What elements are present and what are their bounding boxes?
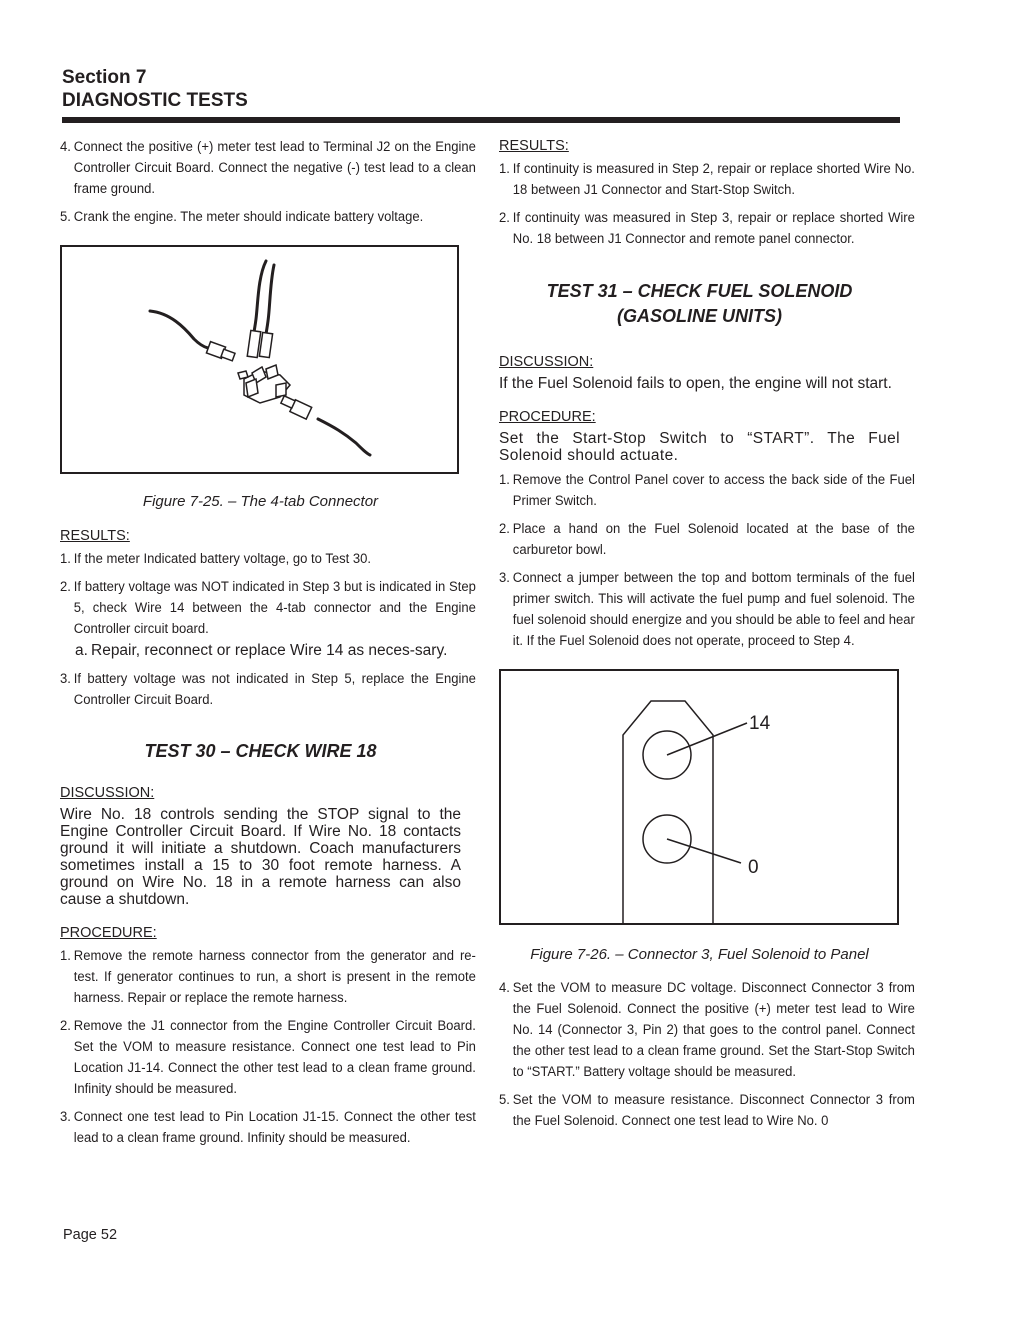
list-item: 1. Remove the remote harness connector from the generator and re-test. If generator continues to run, a short is present in the remote harness. Repair or replace the remote harness. <box>60 948 476 1006</box>
connector-body-outline <box>623 701 713 923</box>
discussion-label: DISCUSSION: <box>60 785 155 801</box>
right-column <box>499 137 915 1139</box>
figure-26-caption: Figure 7-26. – Connector 3, Fuel Solenoid to Panel <box>530 946 869 963</box>
list-item: 5. Set the VOM to measure resistance. Disconnect Connector 3 from the Fuel Solenoid. Connect one test lead to Wire No. 0 <box>499 1092 915 1129</box>
header-rule <box>62 117 900 123</box>
list-item: 1. If continuity is measured in Step 2, repair or replace shorted Wire No. 18 between J1 Connector and Start-Stop Switch. <box>499 161 915 198</box>
page-number: Page 52 <box>63 1227 118 1243</box>
discussion-label: DISCUSSION: <box>499 354 594 370</box>
discussion-text: Wire No. 18 controls sending the STOP signal to the Engine Controller Circuit Board. If Wire No. 18 contacts ground it will initiate a shutdown. Coach manufacturers sometimes install a 15 to 30 foot remote harness. A ground on Wire No. 18 in a remote harness can also cause a shutdown. <box>60 806 461 908</box>
sub-item: a. Repair, reconnect or replace Wire 14 as neces-sary. <box>75 642 448 659</box>
list-item: 2. If continuity was measured in Step 3, repair or replace shorted Wire No. 18 between J1 Connector and remote panel connector. <box>499 210 915 247</box>
results-label: RESULTS: <box>60 528 130 544</box>
list-item: 2. Place a hand on the Fuel Solenoid located at the base of the carburetor bowl. <box>499 521 915 558</box>
leader-line-0 <box>667 839 741 863</box>
list-item: 4. Set the VOM to measure DC voltage. Disconnect Connector 3 from the Fuel Solenoid. Connect the positive (+) meter test lead to Wire No. 14 (Connector 3, Pin 2) that goes to the control panel. Connect the other test lead to a clean frame ground. Set the Start-Stop Switch to “START.” Battery voltage should be measured. <box>499 980 915 1080</box>
test-31-heading-line1: TEST 31 – CHECK FUEL SOLENOID <box>546 281 853 301</box>
connector-illustration <box>62 247 457 472</box>
list-item: 3. Connect a jumper between the top and bottom terminals of the fuel primer switch. This will activate the fuel pump and fuel solenoid. The fuel solenoid should energize and you should be able to feel and hear it. If the Fuel Solenoid does not operate, proceed to Step 4. <box>499 570 915 649</box>
list-item: 3. Connect one test lead to Pin Location J1-15. Connect the other test lead to a clean frame ground. Infinity should be measured. <box>60 1109 476 1146</box>
list-item: 3. If battery voltage was not indicated in Step 5, replace the Engine Controller Circuit Board. <box>60 671 476 708</box>
test-31-heading-line2: (GASOLINE UNITS) <box>617 306 782 326</box>
list-item: 4. Connect the positive (+) meter test lead to Terminal J2 on the Engine Controller Circuit Board. Connect the negative (-) test lead to a clean frame ground. <box>60 139 476 197</box>
left-column <box>60 137 476 1156</box>
pin-label-14: 14 <box>749 713 771 734</box>
test-30-heading: TEST 30 – CHECK WIRE 18 <box>144 741 377 761</box>
page-header <box>62 66 248 112</box>
procedure-label: PROCEDURE: <box>499 409 596 425</box>
figure-25-caption: Figure 7-25. – The 4-tab Connector <box>142 493 379 510</box>
section-number: Section 7 <box>62 67 147 88</box>
pin-label-0: 0 <box>748 857 759 878</box>
list-item: 2. If battery voltage was NOT indicated in Step 3 but is indicated in Step 5, check Wire 14 between the 4-tab connector and the Engine Controller circuit board. <box>60 579 476 637</box>
list-item: 1. Remove the Control Panel cover to access the back side of the Fuel Primer Switch. <box>499 472 915 509</box>
test-31-heading <box>499 279 900 329</box>
connector-3-diagram <box>501 671 897 923</box>
list-item: 1. If the meter Indicated battery voltage, go to Test 30. <box>60 551 372 567</box>
figure-4-tab-connector <box>60 245 459 474</box>
section-title: DIAGNOSTIC TESTS <box>62 90 248 111</box>
results-label: RESULTS: <box>499 138 569 154</box>
list-item: 5. Crank the engine. The meter should indicate battery voltage. <box>60 209 424 225</box>
figure-connector-3 <box>499 669 899 925</box>
procedure-label: PROCEDURE: <box>60 925 157 941</box>
list-item: 2. Remove the J1 connector from the Engine Controller Circuit Board. Set the VOM to measure resistance. Connect one test lead to Pin Location J1-14. Connect the other test lead to a clean frame ground. Infinity should be measured. <box>60 1018 476 1097</box>
discussion-text: If the Fuel Solenoid fails to open, the engine will not start. <box>499 375 892 392</box>
procedure-intro: Set the Start-Stop Switch to “START”. The Fuel Solenoid should actuate. <box>499 430 900 464</box>
